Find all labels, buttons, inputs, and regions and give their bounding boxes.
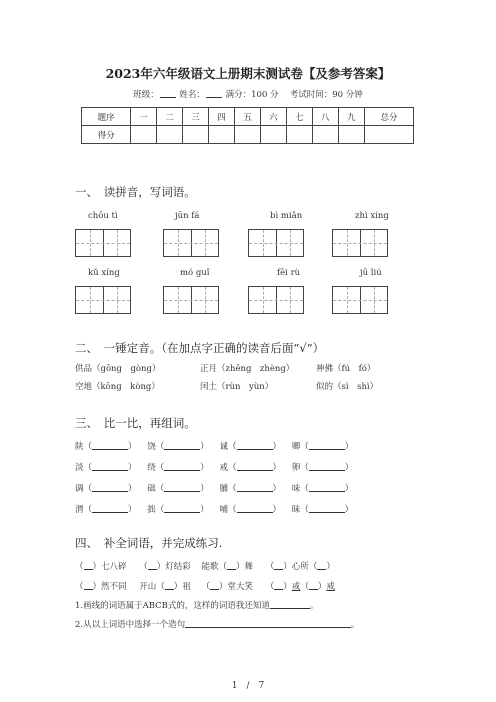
idiom-row-1: （ ）七八碎 （ ）灯结彩 能歌（ ）舞 （ ）心所（ ）: [75, 562, 335, 572]
score-header: 六: [260, 108, 286, 126]
answer-blank[interactable]: [164, 504, 200, 513]
idiom-blank[interactable]: [317, 561, 326, 570]
question-2-blank[interactable]: [185, 619, 351, 628]
answer-blank[interactable]: [309, 483, 345, 492]
char: 脯: [219, 484, 228, 494]
pinyin-3: bì miǎn: [270, 211, 303, 221]
score-header: 题序: [82, 108, 131, 126]
idiom-blank[interactable]: [210, 581, 219, 590]
score-header: 一: [131, 108, 157, 126]
char: 戒: [219, 463, 228, 473]
answer-blank[interactable]: [164, 462, 200, 471]
score-header: 总分: [364, 108, 413, 126]
reading-item[interactable]: 似的（sì shì）: [316, 382, 379, 392]
answer-blank[interactable]: [92, 504, 128, 513]
writing-box[interactable]: [163, 286, 219, 314]
score-cell[interactable]: [157, 126, 183, 144]
page-number: 1 / 7: [231, 681, 265, 691]
char: 拙: [147, 505, 156, 515]
char: 昧: [291, 505, 301, 515]
score-header-row: [82, 108, 414, 126]
pinyin-4: zhì xíng: [355, 211, 389, 221]
exam-meta: [0, 88, 496, 100]
answer-blank[interactable]: [92, 441, 128, 450]
score-header: 二: [157, 108, 183, 126]
pinyin-8: jū liú: [360, 268, 382, 278]
pinyin-6: mó guǐ: [180, 268, 210, 278]
score-cell[interactable]: [338, 126, 364, 144]
compare-row: 调（ ） 础（ ） 脯（ ） 味（ ）: [75, 484, 354, 494]
reading-item[interactable]: 闰土（rùn yùn）: [200, 382, 274, 392]
pinyin-1: chōu tì: [88, 211, 118, 221]
char: 卵: [291, 463, 301, 473]
answer-blank[interactable]: [164, 441, 200, 450]
idiom-text: 开山: [139, 582, 157, 592]
score-cell[interactable]: [364, 126, 413, 144]
answer-blank[interactable]: [92, 462, 128, 471]
score-row-label: 得分: [82, 126, 131, 144]
question-1: 1.画线的词语属于ABCB式的，这样的词语我还知道 。: [75, 601, 319, 611]
score-cell[interactable]: [131, 126, 157, 144]
answer-blank[interactable]: [309, 504, 345, 513]
writing-box[interactable]: [75, 229, 131, 257]
writing-box[interactable]: [248, 286, 304, 314]
score-cell[interactable]: [312, 126, 338, 144]
char: 味: [291, 484, 301, 494]
idiom-blank[interactable]: [84, 581, 93, 590]
idiom-text: 七八碎: [101, 562, 127, 572]
idiom-row-2: （ ）然不同 开山（ ）祖 （ ）堂大笑 （ ）戒（ ）戒: [75, 582, 335, 592]
reading-item[interactable]: 空地（kōng kòng）: [75, 382, 160, 392]
idiom-text: 戒: [291, 582, 301, 592]
pinyin-7: fēi rù: [277, 268, 301, 278]
idiom-text: 戒: [326, 582, 335, 592]
question-1-text: 1.画线的词语属于ABCB式的，这样的词语我还知道: [75, 601, 270, 611]
char: 调: [75, 484, 84, 494]
answer-blank[interactable]: [237, 483, 273, 492]
score-header: 九: [338, 108, 364, 126]
idiom-blank[interactable]: [274, 581, 283, 590]
idiom-blank[interactable]: [309, 581, 318, 590]
idiom-text: 然不同: [101, 582, 127, 592]
char: 绕: [147, 463, 156, 473]
pinyin-5: kǔ xíng: [88, 268, 120, 278]
answer-blank[interactable]: [237, 462, 273, 471]
char: 饶: [147, 442, 156, 452]
class-blank[interactable]: [160, 89, 176, 98]
pinyin-2: jūn fá: [175, 211, 200, 221]
idiom-blank[interactable]: [227, 561, 236, 570]
exam-time: 考试时间：90 分钟: [289, 90, 363, 100]
reading-item[interactable]: 正月（zhēng zhèng）: [200, 364, 295, 374]
name-blank[interactable]: [206, 89, 222, 98]
question-2: 2.从以上词语中选择一个造句 。: [75, 620, 360, 630]
section-4-title: 四、 补全词语，并完成练习.: [75, 536, 223, 550]
answer-blank[interactable]: [164, 483, 200, 492]
score-header: 四: [209, 108, 235, 126]
idiom-blank[interactable]: [274, 561, 283, 570]
question-2-text: 2.从以上词语中选择一个造句: [75, 620, 186, 630]
writing-box[interactable]: [163, 229, 219, 257]
reading-item[interactable]: 供品（gōng gòng）: [75, 364, 161, 374]
score-value-row: [82, 126, 414, 144]
char: 渭: [75, 505, 84, 515]
idiom-text: 祖: [182, 582, 191, 592]
char: 陕: [75, 442, 84, 452]
idiom-blank[interactable]: [148, 561, 157, 570]
idiom-blank[interactable]: [165, 581, 174, 590]
writing-box[interactable]: [332, 286, 388, 314]
score-header: 八: [312, 108, 338, 126]
char: 卿: [291, 442, 301, 452]
section-1-title: 一、 读拼音，写词语。: [75, 185, 196, 199]
answer-blank[interactable]: [309, 441, 345, 450]
full-score: 满分：100 分: [225, 90, 279, 100]
answer-blank[interactable]: [309, 462, 345, 471]
score-header: 五: [234, 108, 260, 126]
char: 诚: [219, 442, 228, 452]
question-1-blank[interactable]: [270, 600, 310, 609]
compare-row: 陕（ ） 饶（ ） 诚（ ） 卿（ ）: [75, 442, 354, 452]
section-2-title: 二、 一锤定音。（在加点字正确的读音后面“√”）: [75, 341, 325, 355]
answer-blank[interactable]: [237, 504, 273, 513]
writing-box[interactable]: [332, 229, 388, 257]
score-cell[interactable]: [209, 126, 235, 144]
class-label: 班级：: [133, 90, 159, 100]
idiom-blank[interactable]: [84, 561, 93, 570]
score-table: [81, 107, 414, 144]
idiom-text: 能歌: [201, 562, 219, 572]
char: 淡: [75, 463, 84, 473]
char: 哺: [219, 505, 228, 515]
score-header: 三: [183, 108, 209, 126]
idiom-text: 心所: [291, 562, 309, 572]
compare-row: 渭（ ） 拙（ ） 哺（ ） 昧（ ）: [75, 505, 354, 515]
score-cell[interactable]: [183, 126, 209, 144]
score-cell[interactable]: [234, 126, 260, 144]
idiom-text: 灯结彩: [165, 562, 191, 572]
idiom-text: 舞: [244, 562, 254, 572]
compare-row: 淡（ ） 绕（ ） 戒（ ） 卵（ ）: [75, 463, 354, 473]
writing-box[interactable]: [248, 229, 304, 257]
section-3-title: 三、 比一比，再组词。: [75, 416, 196, 430]
name-label: 姓名：: [179, 90, 205, 100]
writing-box[interactable]: [75, 286, 131, 314]
answer-blank[interactable]: [92, 483, 128, 492]
char: 础: [147, 484, 156, 494]
idiom-text: 堂大笑: [227, 582, 254, 592]
score-header: 七: [286, 108, 312, 126]
reading-item[interactable]: 神佛（fú fó）: [316, 364, 376, 374]
answer-blank[interactable]: [237, 441, 273, 450]
page-title: 2023年六年级语文上册期末测试卷【及参考答案】: [105, 66, 391, 81]
score-cell[interactable]: [260, 126, 286, 144]
score-cell[interactable]: [286, 126, 312, 144]
